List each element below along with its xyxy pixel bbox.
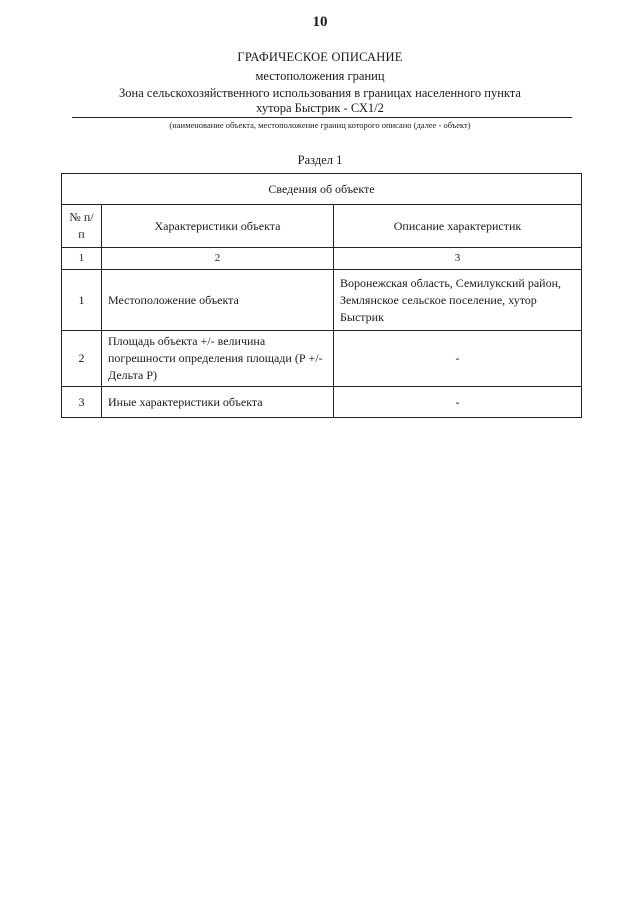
row-characteristic: Местоположение объекта <box>102 270 334 331</box>
subtitle-line-1: местоположения границ <box>255 69 385 83</box>
col-number-3: 3 <box>334 248 582 270</box>
section-heading: Раздел 1 <box>297 153 343 167</box>
object-caption: (наименование объекта, местоположение границ которого описано (далее - объект) <box>169 120 471 130</box>
title-underline <box>72 117 572 118</box>
table-header: Сведения об объекте <box>62 174 582 205</box>
object-info-table <box>61 173 582 418</box>
table-row <box>62 331 582 387</box>
col-number-2: 2 <box>102 248 334 270</box>
table-row <box>62 387 582 418</box>
page-number: 10 <box>312 14 328 30</box>
row-characteristic: Иные характеристики объекта <box>102 387 334 418</box>
subtitle-line-3: хутора Быстрик - СХ1/2 <box>256 101 384 115</box>
row-number: 3 <box>62 387 102 418</box>
row-number: 1 <box>62 270 102 331</box>
row-description: - <box>334 387 582 418</box>
document-title: ГРАФИЧЕСКОЕ ОПИСАНИЕ <box>237 50 403 64</box>
col-header-number: № п/п <box>62 205 102 248</box>
col-number-1: 1 <box>62 248 102 270</box>
row-number: 2 <box>62 331 102 387</box>
row-description: - <box>334 331 582 387</box>
row-description: Воронежская область, Семилукский район, Землянское сельское поселение, хутор Быстрик <box>334 270 582 331</box>
row-characteristic: Площадь объекта +/- величина погрешности определения площади (Р +/- Дельта Р) <box>102 331 334 387</box>
col-header-description: Описание характеристик <box>334 205 582 248</box>
table-row <box>62 270 582 331</box>
col-header-characteristic: Характеристики объекта <box>102 205 334 248</box>
subtitle-line-2: Зона сельскохозяйственного использования в границах населенного пункта <box>119 86 521 100</box>
